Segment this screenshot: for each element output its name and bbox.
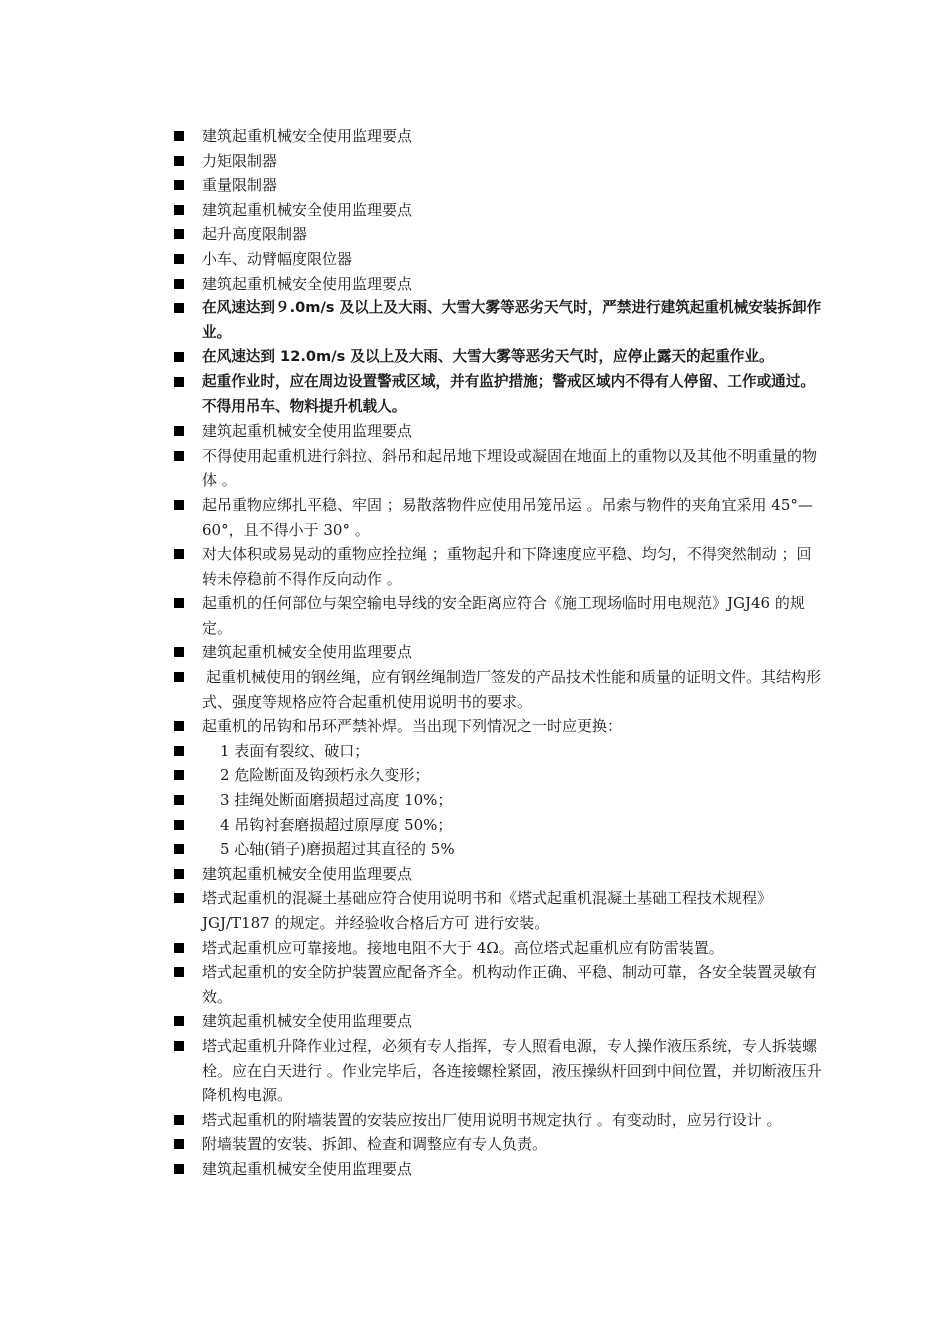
list-item-text: 附墙装置的安装、拆卸、检查和调整应有专人负责。 xyxy=(202,1135,548,1154)
list-item-text: 在风速达到９.0m/s 及以上及大雨、大雪大雾等恶劣天气时，严禁进行建筑起重机械安装拆卸作业。 xyxy=(202,299,822,341)
square-bullet-icon xyxy=(174,1041,184,1051)
list-item xyxy=(172,1009,822,1034)
list-item xyxy=(172,591,822,640)
square-bullet-icon xyxy=(174,1164,184,1174)
square-bullet-icon xyxy=(174,770,184,780)
list-item-text: 起重机的任何部位与架空输电导线的安全距离应符合《施工现场临时用电规范》JGJ46 的规定。 xyxy=(202,594,805,637)
square-bullet-icon xyxy=(174,500,184,510)
list-item xyxy=(172,936,822,961)
square-bullet-icon xyxy=(174,279,184,289)
list-item xyxy=(172,247,822,272)
list-item-text: 起重机的吊钩和吊环严禁补焊。当出现下列情况之一时应更换： xyxy=(202,717,623,736)
list-item-text: 4 吊钩衬套磨损超过原厚度 50%； xyxy=(220,815,453,834)
list-item xyxy=(172,149,822,174)
list-item-text: 塔式起重机升降作业过程，必须有专人指挥，专人照看电源，专人操作液压系统，专人拆装螺栓。应在白天进行 。作业完毕后，各连接螺栓紧固，液压操纵杆回到中间位置，并切断液压升降机构电源。 xyxy=(202,1036,822,1105)
list-item-text: 塔式起重机的安全防护装置应配备齐全。机构动作正确、平稳、制动可靠，各安全装置灵敏有效。 xyxy=(202,963,818,1006)
list-item-text: 建筑起重机械安全使用监理要点 xyxy=(202,200,413,219)
list-item xyxy=(172,222,822,247)
list-item xyxy=(172,788,822,813)
square-bullet-icon xyxy=(174,967,184,977)
square-bullet-icon xyxy=(174,549,184,559)
square-bullet-icon xyxy=(174,426,184,436)
list-item xyxy=(172,813,822,838)
list-item-text: 2 危险断面及钩颈朽永久变形； xyxy=(220,766,430,785)
list-item xyxy=(172,763,822,788)
square-bullet-icon xyxy=(174,229,184,239)
list-item-text: 重量限制器 xyxy=(202,176,278,195)
list-item xyxy=(172,1157,822,1182)
list-item-text: 起重作业时，应在周边设置警戒区域，并有监护措施；警戒区域内不得有人停留、工作或通过。不得用吊车、物料提升机载人。 xyxy=(202,372,815,415)
list-item-text: 3 挂绳处断面磨损超过高度 10%； xyxy=(220,791,453,810)
list-item-text: 建筑起重机械安全使用监理要点 xyxy=(202,1159,413,1178)
list-item-text: 建筑起重机械安全使用监理要点 xyxy=(202,274,413,293)
list-item-text: 塔式起重机的附墙装置的安装应按出厂使用说明书规定执行 。有变动时，应另行设计 。 xyxy=(202,1110,782,1129)
list-item-text: 5 心轴(销子)磨损超过其直径的 5% xyxy=(220,840,455,859)
list-item xyxy=(172,419,822,444)
list-item-text: 塔式起重机应可靠接地。接地电阻不大于 4Ω。高位塔式起重机应有防雷装置。 xyxy=(202,938,724,957)
square-bullet-icon xyxy=(174,844,184,854)
square-bullet-icon xyxy=(174,131,184,141)
list-item-text: 起吊重物应绑扎平稳、牢固 ；易散落物件应使用吊笼吊运 。吊索与物件的夹角宜采用 45°—60°，且不得小于 30° 。 xyxy=(202,495,813,539)
list-item-text: 力矩限制器 xyxy=(202,151,278,170)
list-item xyxy=(172,665,822,714)
square-bullet-icon xyxy=(174,303,184,313)
list-item xyxy=(172,739,822,764)
square-bullet-icon xyxy=(174,795,184,805)
square-bullet-icon xyxy=(174,451,184,461)
list-item xyxy=(172,493,822,542)
list-item-text: 建筑起重机械安全使用监理要点 xyxy=(202,864,413,883)
list-item-text: 起重机械使用的钢丝绳，应有钢丝绳制造厂签发的产品技术性能和质量的证明文件。其结构形式、强度等规格应符合起重机使用说明书的要求。 xyxy=(202,668,822,711)
square-bullet-icon xyxy=(174,156,184,166)
square-bullet-icon xyxy=(174,1016,184,1026)
square-bullet-icon xyxy=(174,180,184,190)
list-item-text: 建筑起重机械安全使用监理要点 xyxy=(202,127,413,145)
square-bullet-icon xyxy=(174,598,184,608)
square-bullet-icon xyxy=(174,746,184,756)
square-bullet-icon xyxy=(174,820,184,830)
square-bullet-icon xyxy=(174,1115,184,1125)
list-item xyxy=(172,444,822,493)
list-item xyxy=(172,124,822,149)
list-item xyxy=(172,886,822,935)
list-item xyxy=(172,370,822,419)
list-item xyxy=(172,296,822,345)
square-bullet-icon xyxy=(174,377,184,387)
square-bullet-icon xyxy=(174,647,184,657)
list-item-text: 小车、动臂幅度限位器 xyxy=(202,249,353,268)
square-bullet-icon xyxy=(174,205,184,215)
square-bullet-icon xyxy=(174,1139,184,1149)
list-item xyxy=(172,1132,822,1157)
list-item xyxy=(172,173,822,198)
list-item xyxy=(172,862,822,887)
list-item-text: 在风速达到 12.0m/s 及以上及大雨、大雪大雾等恶劣天气时，应停止露天的起重作业。 xyxy=(202,348,774,366)
square-bullet-icon xyxy=(174,352,184,362)
bullet-list xyxy=(172,124,822,1182)
list-item xyxy=(172,714,822,739)
list-item-text: 建筑起重机械安全使用监理要点 xyxy=(202,643,413,662)
list-item-text: 1 表面有裂纹、破口； xyxy=(220,741,370,760)
square-bullet-icon xyxy=(174,893,184,903)
list-item xyxy=(172,960,822,1009)
list-item xyxy=(172,272,822,297)
list-item xyxy=(172,345,822,370)
list-item xyxy=(172,1108,822,1133)
list-item xyxy=(172,198,822,223)
square-bullet-icon xyxy=(174,721,184,731)
list-item xyxy=(172,837,822,862)
list-item-text: 起升高度限制器 xyxy=(202,225,308,244)
list-item xyxy=(172,640,822,665)
square-bullet-icon xyxy=(174,254,184,264)
list-item-text: 建筑起重机械安全使用监理要点 xyxy=(202,1012,413,1031)
square-bullet-icon xyxy=(174,943,184,953)
list-item-text: 对大体积或易晃动的重物应拴拉绳 ；重物起升和下降速度应平稳、均匀，不得突然制动 ；回转未停稳前不得作反向动作 。 xyxy=(202,545,812,588)
square-bullet-icon xyxy=(174,672,184,682)
list-item-text: 不得使用起重机进行斜拉、斜吊和起吊地下埋设或凝固在地面上的重物以及其他不明重量的物体 。 xyxy=(202,446,818,490)
list-item-text: 建筑起重机械安全使用监理要点 xyxy=(202,422,413,441)
list-item-text: 塔式起重机的混凝土基础应符合使用说明书和《塔式起重机混凝土基础工程技术规程》JGJ/T187 的规定。并经验收合格后方可 进行安装。 xyxy=(202,889,773,932)
list-item xyxy=(172,542,822,591)
list-item xyxy=(172,1034,822,1108)
square-bullet-icon xyxy=(174,869,184,879)
